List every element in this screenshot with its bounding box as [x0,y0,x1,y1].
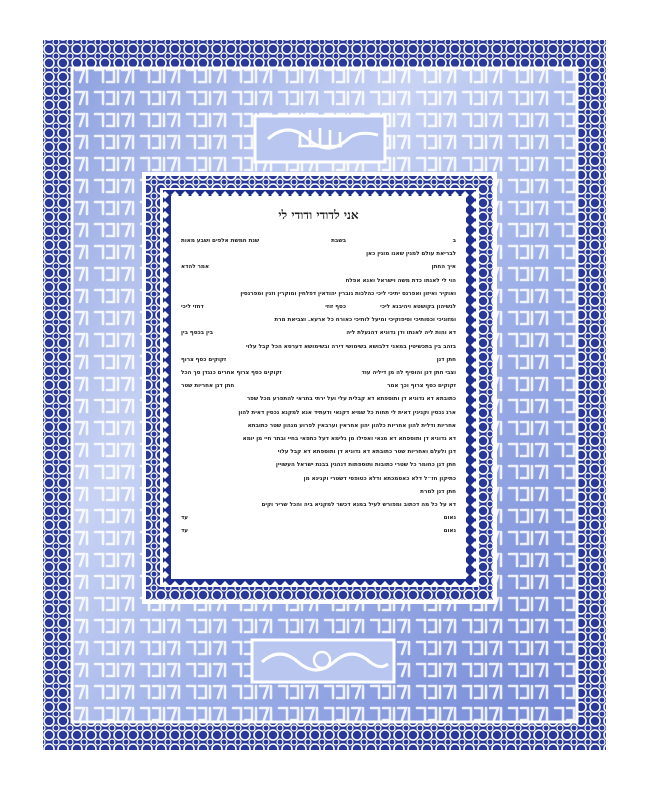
ketubah-line-part: לבריאת עולם למנין שאנו מונין כאן [366,251,456,258]
ketubah-line-part: נאום [443,515,456,522]
ketubah-line-part: אחריות ודלית להון אחריות כלהון יהון אחראין וערבאין לפרוע מנהון שטר כתובתא [247,422,456,429]
ketubah-line-part: דא על כל מה דכתוב ומפורש לעיל במנא דכשר למקניא ביה והכל שריר וקים [261,502,456,508]
ketubah-line-part: חתן דנן למרת [420,488,456,495]
ketubah-line-part: דא והות ליה לאנתו ודן נדוניא דהנעלת ליה [346,330,456,337]
ketubah-line [181,357,456,365]
ketubah-line [181,344,456,352]
ketubah-line-part: הוי לי לאנתו כדת משה וישראל ואנא אפלח [345,277,456,284]
ketubah-line-part: דחזי ליכי [181,304,204,310]
ketubah-line [181,291,456,299]
ketubah-line [181,330,456,338]
ketubah-line [181,370,456,378]
ketubah-line-part: כסף זוזי [325,304,346,310]
ketubah-line [181,251,456,259]
ketubah-line-part: דא נדוניא דן ותוספתא דא מנאי ואפילו מן גלימא דעל כתפאי בחיי ובתר חיי מן יומא [242,436,456,442]
ketubah-line-part: ואוקיר ואיזון ואפרנס יתיכי ליכי כהלכות גוברין יהודאין דפלחין ומוקרין וזנין ומפרנסין [240,290,456,297]
ketubah-line-part: חתן דנן [436,356,456,363]
ketubah-line-part: זקוקים כסף צרוף אחרים כנגדן סך הכל [181,370,282,376]
ketubah-line [181,502,456,510]
ketubah-line-part: כתיקון חז״ל דלא כאסמכתא ודלא כטופסי דשטרי וקנינא מן [303,475,456,482]
ketubah-line-part: ב [452,238,456,244]
ketubah-line-part: וצבי חתן דנן והוסיף לה מן דיליה עוד [361,370,456,376]
top-menorah-ornament [255,116,385,162]
ketubah-line-part: זקוקים כסף צרוף [181,356,227,363]
ketubah-line [181,423,456,431]
ketubah-line [181,278,456,286]
ketubah-line-part: ומזוניכי וכסותיכי וסיפוקיכי ומיעל לותיכי כאורח כל ארעא. וצביאת מרת [274,317,456,324]
ketubah-title: אני לדודי ודודי לי [278,208,359,222]
ketubah-line-part: איך החתן [431,264,456,271]
ketubah-line [181,515,456,523]
ketubah-line-part: דנן ולעלם ואחריות שטר כתובתא דא נדוניא דן ותוספתא דא קבל עלוי [277,449,456,456]
ketubah-line [181,383,456,391]
ketubah-line-part: אמר להדא [181,264,210,271]
ketubah-line [181,476,456,484]
ketubah-line [181,449,456,457]
ketubah-text-panel [171,196,466,579]
ketubah-line-part: בזהב בין בתכשיטין במאני דלבושא בשימושי דירה ובשימושא דערסא הכל קבל עלוי [245,343,456,350]
ketubah-line [181,436,456,444]
ketubah-line [181,528,456,536]
ketubah-line-part: בשבת [331,238,346,244]
ketubah-line-part: ארג נכסין וקנינין דאית לי תחות כל שמיא דקנאי ודעתיד אנא למקנא נכסין דאית להון [238,409,456,416]
ketubah-line-part: עד [181,515,189,522]
ketubah-line [181,489,456,497]
ketubah-line-part: זקוקים כסף צרוף וכך אמר [387,383,456,390]
ketubah-line-part: שנת חמשת אלפים ושבע מאות [181,238,260,244]
ketubah-line-part: חתן דנן כחומר כל שטרי כתובות ותוספתות דנהגין בבנת ישראל העשויין [275,462,456,469]
ketubah-line [181,238,456,246]
ketubah-line-part: עד [181,528,189,535]
bottom-ornament [252,640,394,682]
ketubah-line [181,410,456,418]
ketubah-line [181,264,456,272]
ketubah-line-part: בין בכסף בין [181,330,214,337]
ketubah-line [181,304,456,312]
ketubah-line-part: חתן דנן אחריות שטר [181,383,235,390]
ketubah-line-part: כתובתא דא נדוניא דן ותוספתא דא קבלית עלי ועל ירתי בתראי להתפרע מכל שפר [246,396,456,403]
ketubah-line [181,396,456,404]
ketubah-line [181,317,456,325]
ketubah-line-part: נאום [443,528,456,535]
ketubah-line [181,462,456,470]
ketubah-line-part: לנשיהון בקושטא ויהיבנא ליכי [380,304,456,310]
